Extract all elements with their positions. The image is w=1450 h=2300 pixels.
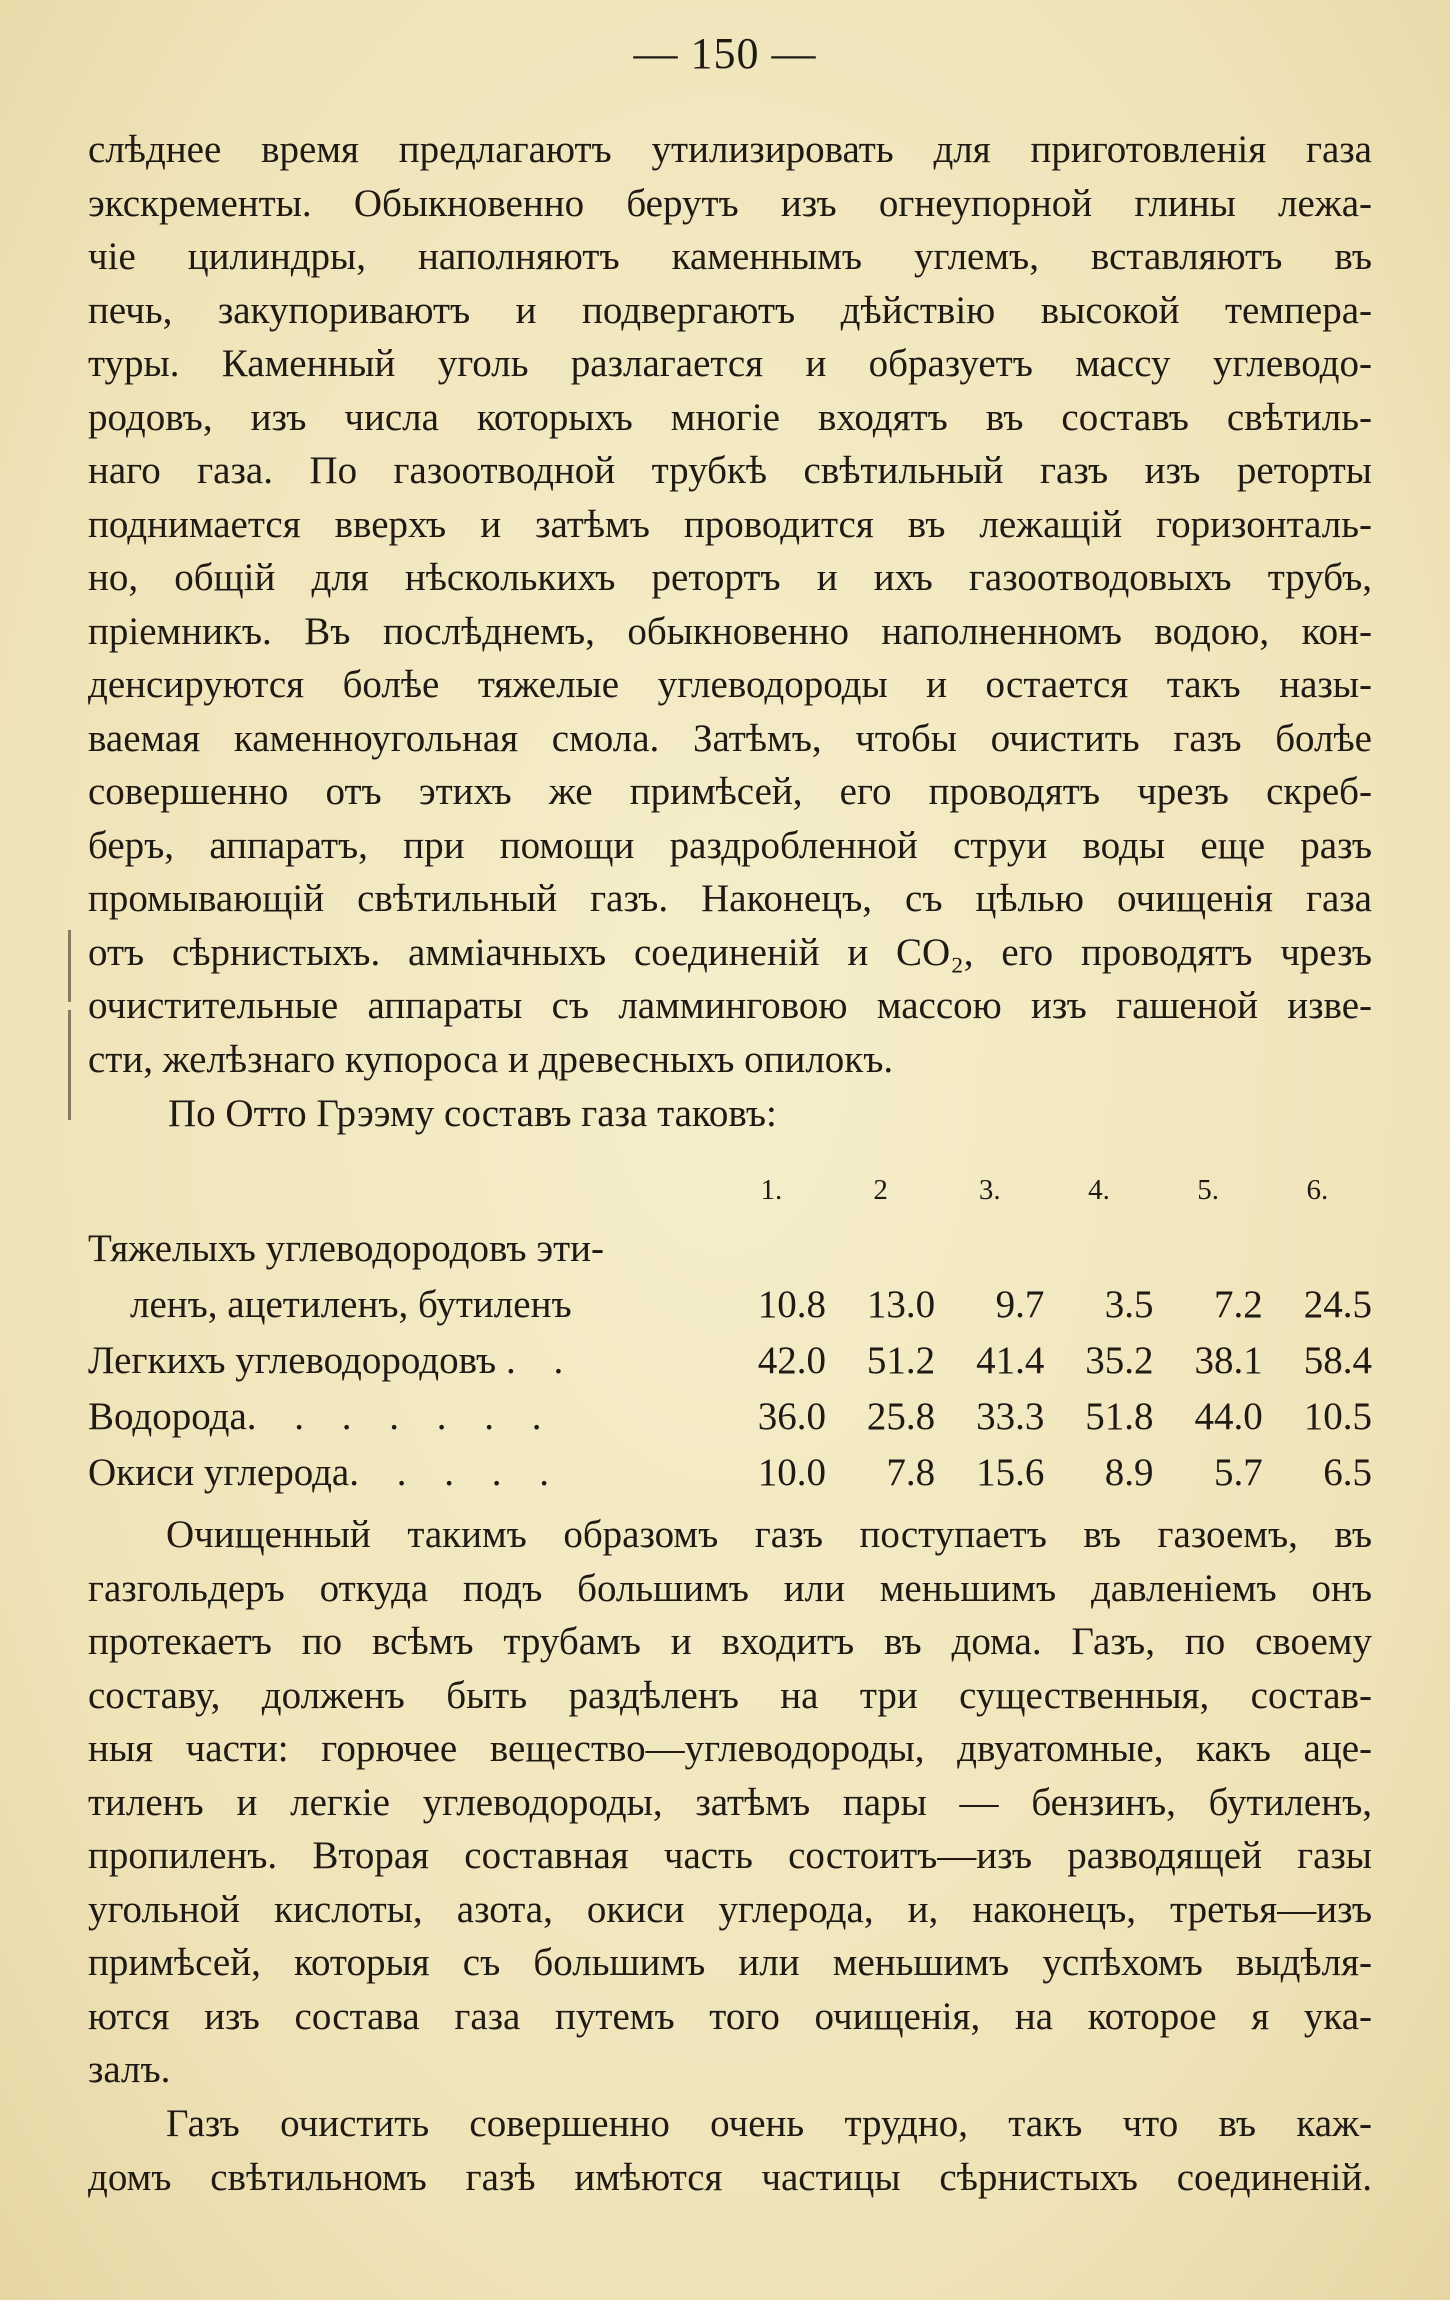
column-header: 6. bbox=[1306, 1173, 1329, 1206]
text-line: отъ сѣрнистыхъ. амміачныхъ соединеній и CO₂, его проводятъ чрезъ bbox=[88, 930, 1372, 974]
page-number: — 150 — bbox=[633, 29, 817, 78]
table-cell: 51.8 bbox=[1085, 1394, 1154, 1438]
table-cell bbox=[1154, 1220, 1263, 1276]
margin-pencil-mark bbox=[68, 1010, 71, 1120]
text-line: Очищенный такимъ образомъ газъ поступаетъ въ газоемъ, въ bbox=[166, 1513, 1372, 1556]
row-label bbox=[88, 1388, 717, 1444]
table-cell: 7.2 bbox=[1213, 1282, 1263, 1326]
text-line: денсируются болѣе тяжелые углеводороды и остается такъ назы- bbox=[88, 663, 1372, 706]
table-row bbox=[88, 1444, 1372, 1500]
table-cell: 33.3 bbox=[976, 1394, 1045, 1438]
text-line: сти, желѣзнаго купороса и древесныхъ опилокъ. bbox=[88, 1037, 894, 1081]
table-cell: 35.2 bbox=[1085, 1338, 1154, 1382]
table-cell: 24.5 bbox=[1303, 1282, 1372, 1326]
table-cell bbox=[826, 1220, 935, 1276]
text-line: протекаетъ по всѣмъ трубамъ и входитъ въ дома. Газъ, по своему bbox=[88, 1620, 1372, 1663]
table-row bbox=[88, 1220, 1372, 1276]
text-line: родовъ, изъ числа которыхъ многіе входятъ въ составъ свѣтиль- bbox=[88, 395, 1372, 439]
paragraph-2 bbox=[88, 1508, 1372, 2097]
text-line: промывающій свѣтильный газъ. Наконецъ, съ цѣлью очищенія газа bbox=[88, 877, 1372, 920]
text-line: экскременты. Обыкновенно берутъ изъ огнеупорной глины лежа- bbox=[88, 181, 1372, 225]
column-header: 1. bbox=[760, 1173, 783, 1206]
text-line: чіе цилиндры, наполняютъ каменнымъ углемъ, вставляютъ въ bbox=[88, 235, 1372, 278]
text-line: ются изъ состава газа путемъ того очищенія, на которое я ука- bbox=[88, 1994, 1372, 2038]
text-line: очистительные аппараты съ ламминговою массою изъ гашеной изве- bbox=[88, 984, 1372, 1027]
text-line: ваемая каменноугольная смола. Затѣмъ, чтобы очистить газъ болѣе bbox=[88, 716, 1372, 760]
text-line: пріемникъ. Въ послѣднемъ, обыкновенно наполненномъ водою, кон- bbox=[88, 609, 1372, 653]
table-cell: 41.4 bbox=[976, 1338, 1045, 1382]
table-cell: 7.8 bbox=[886, 1450, 936, 1494]
table-cell: 51.2 bbox=[866, 1338, 936, 1382]
table-cell: 6.5 bbox=[1323, 1450, 1372, 1494]
text-line: наго газа. По газоотводной трубкѣ свѣтильный газъ изъ реторты bbox=[88, 449, 1372, 492]
table-intro: По Отто Грээму составъ газа таковъ: bbox=[168, 1092, 777, 1135]
text-line: беръ, аппаратъ, при помощи раздробленной струи воды еще разъ bbox=[88, 823, 1372, 867]
table-cell bbox=[1044, 1220, 1153, 1276]
table-cell: 36.0 bbox=[757, 1394, 826, 1438]
row-leaders: . . . . . bbox=[349, 1450, 563, 1494]
text-line: угольной кислоты, азота, окиси углерода, и, наконецъ, третья—изъ bbox=[88, 1887, 1372, 1931]
table-cell: 5.7 bbox=[1213, 1450, 1263, 1494]
text-line: поднимается вверхъ и затѣмъ проводится въ лежащій горизонталь- bbox=[88, 502, 1372, 546]
text-line: пропиленъ. Вторая составная часть состоитъ—изъ разводящей газы bbox=[88, 1834, 1372, 1877]
table-cell: 38.1 bbox=[1194, 1338, 1263, 1382]
table-cell: 8.9 bbox=[1104, 1450, 1154, 1494]
table-cell bbox=[717, 1220, 826, 1276]
table-cell: 44.0 bbox=[1194, 1394, 1263, 1438]
text-line: печь, закупориваютъ и подвергаютъ дѣйствію высокой темпера- bbox=[88, 288, 1372, 332]
paragraph-3 bbox=[88, 2097, 1372, 2204]
table-cell: 10.0 bbox=[757, 1450, 826, 1494]
text-line: слѣднее время предлагаютъ утилизировать для приготовленія газа bbox=[88, 128, 1372, 171]
row-label: ленъ, ацетиленъ, бутиленъ bbox=[130, 1282, 572, 1326]
table-row bbox=[88, 1388, 1372, 1444]
text-line: но, общій для нѣсколькихъ ретортъ и ихъ газоотводовыхъ трубъ, bbox=[88, 556, 1372, 599]
table-cell: 13.0 bbox=[866, 1282, 936, 1326]
row-label bbox=[88, 1332, 717, 1388]
text-line: совершенно отъ этихъ же примѣсей, его проводятъ чрезъ скреб- bbox=[88, 770, 1372, 813]
column-header: 5. bbox=[1197, 1173, 1219, 1206]
paragraph-1 bbox=[88, 123, 1372, 1142]
margin-pencil-mark bbox=[68, 930, 71, 1002]
table-row bbox=[88, 1332, 1372, 1388]
text-line: примѣсей, которыя съ большимъ или меньшимъ успѣхомъ выдѣля- bbox=[88, 1941, 1372, 1984]
table-cell bbox=[1263, 1220, 1372, 1276]
column-header: 4. bbox=[1088, 1173, 1110, 1206]
text-line: залъ. bbox=[88, 2048, 171, 2091]
text-line: домъ свѣтильномъ газѣ имѣются частицы сѣрнистыхъ соединеній. bbox=[88, 2155, 1372, 2199]
table-cell: 10.5 bbox=[1303, 1394, 1372, 1438]
table-cell: 58.4 bbox=[1303, 1338, 1372, 1382]
row-label-text: Водорода bbox=[88, 1394, 247, 1438]
column-header: 2 bbox=[873, 1173, 888, 1206]
text-line: газгольдеръ откуда подъ большимъ или меньшимъ давленіемъ онъ bbox=[88, 1566, 1372, 1610]
table-cell: 42.0 bbox=[757, 1338, 826, 1382]
table-cell: 25.8 bbox=[866, 1394, 936, 1438]
table-header-blank bbox=[88, 1160, 717, 1220]
row-label-text: Легкихъ углеводородовъ bbox=[88, 1338, 497, 1382]
table-cell: 10.8 bbox=[757, 1282, 826, 1326]
row-leaders: . . bbox=[505, 1338, 578, 1382]
row-label: Тяжелыхъ углеводородовъ эти- bbox=[88, 1226, 604, 1270]
table-cell: 3.5 bbox=[1104, 1282, 1154, 1326]
text-line: туры. Каменный уголь разлагается и образуетъ массу углеводо- bbox=[88, 342, 1372, 385]
table-row bbox=[88, 1276, 1372, 1332]
row-label-text: Окиси углерода bbox=[88, 1450, 350, 1494]
table-cell: 9.7 bbox=[995, 1282, 1045, 1326]
column-header: 3. bbox=[978, 1173, 1001, 1206]
text-line: ныя части: горючее вещество—углеводороды, двуатомные, какъ аце- bbox=[88, 1727, 1372, 1770]
table-header-row bbox=[88, 1160, 1372, 1220]
table-cell bbox=[935, 1220, 1044, 1276]
text-line: Газъ очистить совершенно очень трудно, такъ что въ каж- bbox=[166, 2102, 1372, 2145]
text-line: тиленъ и легкіе углеводороды, затѣмъ пары — бензинъ, бутиленъ, bbox=[88, 1780, 1372, 1824]
table-cell: 15.6 bbox=[976, 1450, 1045, 1494]
gas-composition-table bbox=[88, 1160, 1372, 1500]
row-leaders: . . . . . . . bbox=[246, 1394, 556, 1438]
text-line: составу, долженъ быть раздѣленъ на три существенныя, состав- bbox=[88, 1673, 1372, 1717]
row-label bbox=[88, 1444, 717, 1500]
